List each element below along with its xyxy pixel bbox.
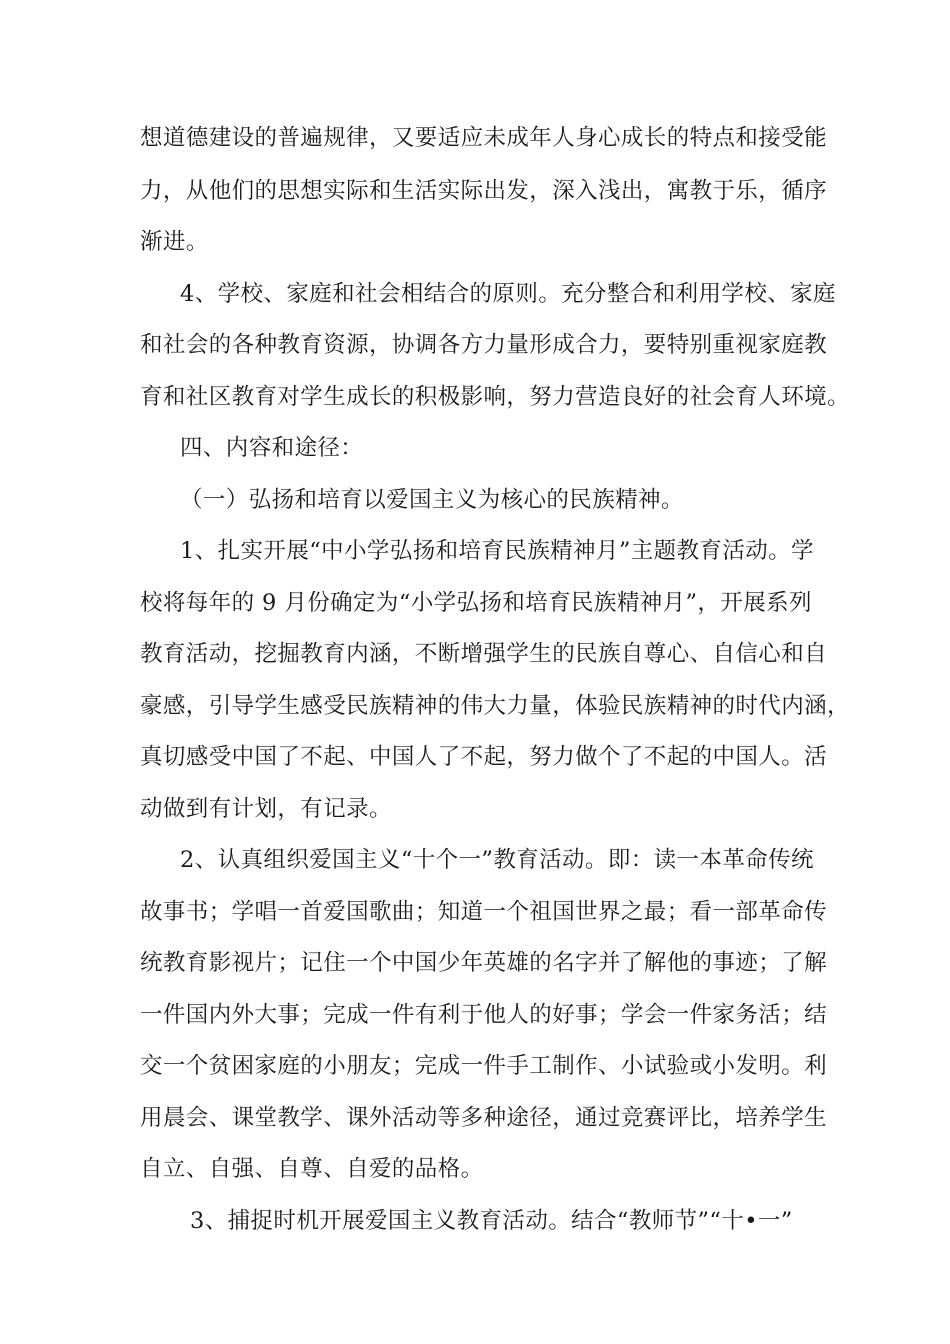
text-line: 力，从他们的思想实际和生活实际出发，深入浅出，寓教于乐，循序: [140, 178, 828, 204]
text-line: 故事书；学唱一首爱国歌曲；知道一个祖国世界之最；看一部革命传: [140, 899, 828, 925]
text-line: 育和社区教育对学生成长的积极影响，努力营造良好的社会育人环境。: [140, 384, 850, 410]
paragraph-start-line: 3、捕捉时机开展爱国主义教育活动。结合“教师节”“十•一”: [190, 1208, 793, 1234]
text-line: 校将每年的 9 月份确定为“小学弘扬和培育民族精神月”，开展系列: [140, 590, 812, 616]
text-line: 统教育影视片；记住一个中国少年英雄的名字并了解他的事迹；了解: [140, 950, 828, 976]
text-line: 教育活动，挖掘教育内涵，不断增强学生的民族自尊心、自信心和自: [140, 641, 828, 667]
text-line: 真切感受中国了不起、中国人了不起，努力做个了不起的中国人。活: [140, 744, 828, 770]
text-line: 豪感，引导学生感受民族精神的伟大力量，体验民族精神的时代内涵，: [140, 693, 850, 719]
text-line: 交一个贫困家庭的小朋友；完成一件手工制作、小试验或小发明。利: [140, 1053, 828, 1079]
paragraph-start-line: 4、学校、家庭和社会相结合的原则。充分整合和利用学校、家庭: [180, 281, 836, 307]
paragraph-start-line: 2、认真组织爱国主义“十个一”教育活动。即：读一本革命传统: [180, 847, 814, 873]
section-heading: 四、内容和途径：: [180, 435, 364, 461]
text-line: 自立、自强、自尊、自爱的品格。: [140, 1156, 484, 1182]
text-line: 用晨会、课堂教学、课外活动等多种途径，通过竞赛评比，培养学生: [140, 1105, 828, 1131]
text-line: 动做到有计划，有记录。: [140, 796, 392, 822]
text-line: 想道德建设的普遍规律，又要适应未成年人身心成长的特点和接受能: [140, 125, 828, 151]
text-line: 渐进。: [140, 229, 209, 255]
paragraph-start-line: 1、扎实开展“中小学弘扬和培育民族精神月”主题教育活动。学: [180, 538, 814, 564]
subsection-heading: （一）弘扬和培育以爱国主义为核心的民族精神。: [180, 487, 684, 513]
text-line: 和社会的各种教育资源，协调各方力量形成合力，要特别重视家庭教: [140, 332, 828, 358]
text-line: 一件国内外大事；完成一件有利于他人的好事；学会一件家务活；结: [140, 1002, 828, 1028]
